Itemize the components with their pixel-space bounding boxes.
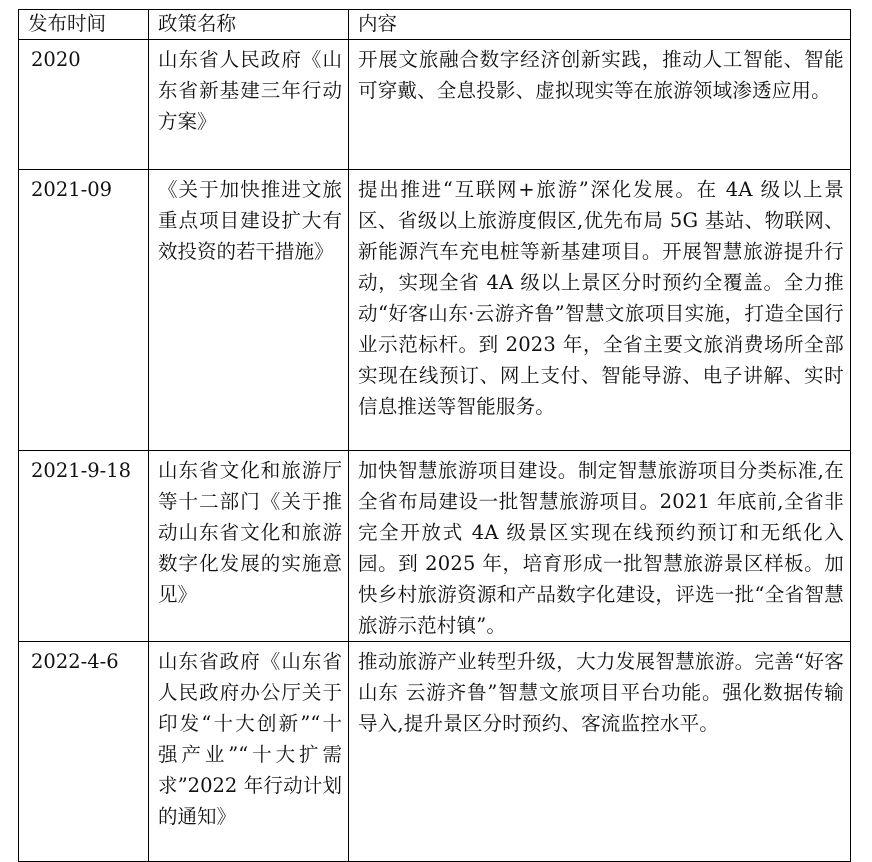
release-date-cell: 2022-4-6 (19, 642, 149, 862)
table-row (19, 40, 851, 170)
table-row (19, 642, 851, 862)
policy-name-cell: 山东省政府《山东省人民政府办公厅关于印发“十大创新”“十强产业”“十大扩需求”2022 年行动计划的通知》 (149, 642, 349, 862)
policy-content-cell: 加快智慧旅游项目建设。制定智慧旅游项目分类标准,在全省布局建设一批智慧旅游项目。2021 年底前,全省非完全开放式 4A 级景区实现在线预约预订和无纸化入园。到 2025 年，培育形成一批智慧旅游景区样板。加快乡村旅游资源和产品数字化建设，评选一批“全省智慧旅游示范村镇”。 (349, 451, 851, 642)
policy-content-cell: 推动旅游产业转型升级，大力发展智慧旅游。完善“好客山东 云游齐鲁”智慧文旅项目平台功能。强化数据传输导入,提升景区分时预约、客流监控水平。 (349, 642, 851, 862)
release-date-cell: 2020 (19, 40, 149, 170)
policy-name-cell: 山东省人民政府《山东省新基建三年行动方案》 (149, 40, 349, 170)
policy-content-cell: 提出推进“互联网+旅游”深化发展。在 4A 级以上景区、省级以上旅游度假区,优先布局 5G 基站、物联网、新能源汽车充电桩等新基建项目。开展智慧旅游提升行动，实现全省 4A 级以上景区分时预约全覆盖。全力推动“好客山东·云游齐鲁”智慧文旅项目实施，打造全国行业示范标杆。到 2023 年，全省主要文旅消费场所全部实现在线预订、网上支付、智能导游、电子讲解、实时信息推送等智能服务。 (349, 170, 851, 451)
policy-table (18, 9, 851, 862)
policy-name-cell: 山东省文化和旅游厅等十二部门《关于推动山东省文化和旅游数字化发展的实施意见》 (149, 451, 349, 642)
policy-name-cell: 《关于加快推进文旅重点项目建设扩大有效投资的若干措施》 (149, 170, 349, 451)
release-date-cell: 2021-09 (19, 170, 149, 451)
table-row (19, 451, 851, 642)
header-policy-name: 政策名称 (149, 10, 349, 40)
table-row (19, 170, 851, 451)
header-content: 内容 (349, 10, 851, 40)
table-header-row (19, 10, 851, 40)
header-release-date: 发布时间 (19, 10, 149, 40)
release-date-cell: 2021-9-18 (19, 451, 149, 642)
policy-content-cell: 开展文旅融合数字经济创新实践，推动人工智能、智能可穿戴、全息投影、虚拟现实等在旅游领域渗透应用。 (349, 40, 851, 170)
